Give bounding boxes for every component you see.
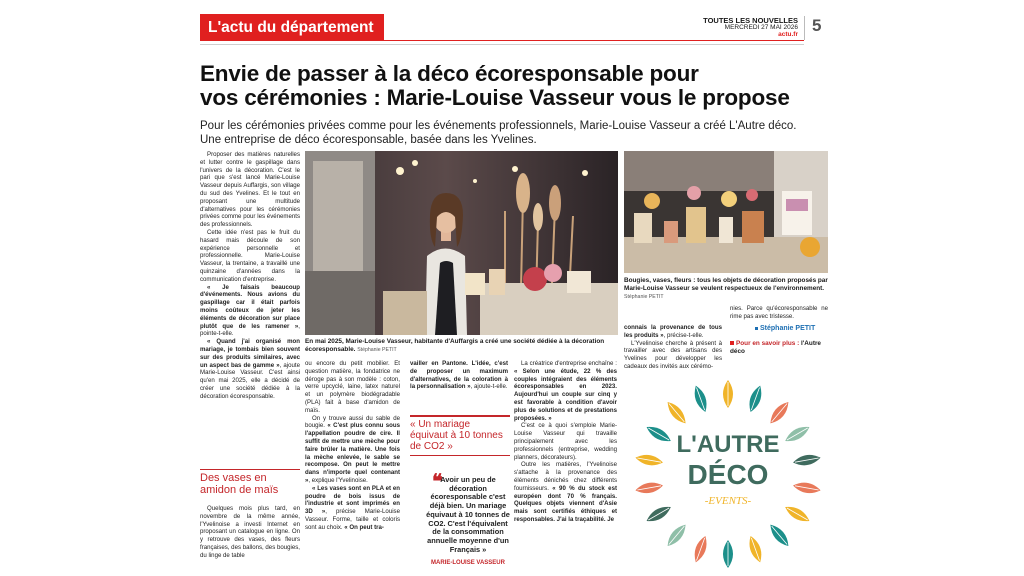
logo-tagline: -EVENTS- xyxy=(704,495,752,507)
photo-decorations-caption xyxy=(624,277,828,301)
paragraph xyxy=(624,324,722,340)
caption-text: En mai 2025, Marie-Louise Vasseur, habitante d'Auffargis a créé une société dédiée à la décoration écoresponsable. xyxy=(305,338,605,353)
more-info xyxy=(730,340,828,356)
newspaper-name: TOUTES LES NOUVELLES xyxy=(703,16,798,25)
paragraph xyxy=(200,338,300,400)
paragraph: L'Yvelinoise cherche à présent à travailler avec des artisans des Yvelines pour développer les cadeaux des invités aux cérémo- xyxy=(624,339,722,370)
quote-mark-icon: ❝ xyxy=(432,471,443,493)
paragraph: Quelques mois plus tard, en novembre de la même année, l'Yvelinoise a investi Internet en proposant un catalogue en ligne. On y retrouve des vases, des fleurs françaises, des ballons, des bougies, du linge de table xyxy=(200,505,300,559)
website-link[interactable]: actu.fr xyxy=(778,31,798,38)
paragraph: ou encore du petit mobilier. Et question matière, la fondatrice ne déroge pas à son modèle : coton, verre upcyclé, laine, latex naturel et un polymère biodégradable (PLA) fait à base d'amidon de maïs. xyxy=(305,360,400,414)
paragraph-text: , ajoute-t-elle. xyxy=(470,383,508,391)
article-column-1 xyxy=(200,151,300,401)
quote-bold: vailler en Pantone. L'idée, c'est de proposer un maximum d'alternatives, de la coloration à la personnalisation » xyxy=(410,360,508,391)
paragraph xyxy=(305,415,400,485)
article-column-3 xyxy=(410,360,508,391)
article-column-6 xyxy=(730,305,828,321)
photo-credit: Stéphanie PETIT xyxy=(624,293,664,300)
photo-decorations xyxy=(624,151,828,273)
photo-founder-caption xyxy=(305,338,618,355)
header-rule xyxy=(200,44,804,45)
author-name: Stéphanie PETIT xyxy=(760,325,816,332)
page-number: 5 xyxy=(812,16,822,35)
quote-bold: « 90 % du stock est européen dont 70 % français. Quelques objets viennent d'Asie mais sont certifiés éthiques et responsables. J'ai la traçabilité. Je xyxy=(514,484,617,523)
standfirst-line-2: Une entreprise de déco écoresponsable, basée dans les Yvelines. xyxy=(200,134,537,146)
subheading: Des vases en amidon de maïs xyxy=(200,469,300,496)
more-info-value: l'Autre déco xyxy=(730,340,821,355)
standfirst xyxy=(200,119,800,147)
pull-quote: « Un mariage équivaut à 10 tonnes de CO2 » xyxy=(410,415,510,456)
bullet-icon xyxy=(755,327,758,330)
quote-bold: « Selon une étude, 22 % des couples intégraient des éléments écoresponsables en 2023. Aujourd'hui un couple sur cinq y est favorable à condition d'avoir plus de solutions et de prestations proposées. » xyxy=(514,367,617,422)
quote-author: MARIE-LOUISE VASSEUR xyxy=(431,560,505,566)
paragraph-text: , explique l'Yvelinoise. xyxy=(308,476,368,484)
article-column-4 xyxy=(514,360,617,524)
section-rubric: L'actu du département xyxy=(200,14,384,41)
logo-line-1: L'AUTRE xyxy=(676,431,780,458)
paragraph: C'est ce à quoi s'emploie Marie-Louise Vasseur qui travaille principalement avec les professionnels (entreprise, wedding planners, décorateurs). xyxy=(514,422,617,461)
caption-text: Bougies, vases, fleurs : tous les objets de décoration proposés par Marie-Louise Vasseur se veulent respectueux de l'environnement. xyxy=(624,277,828,292)
header-red-line xyxy=(384,40,804,41)
quote-bold: connais la provenance de tous les produits » xyxy=(624,324,722,339)
paragraph-text: La créatrice d'entreprise enchaîne : xyxy=(521,360,617,367)
quote-bold: « Je faisais beaucoup d'événements. Nous avions du gaspillage car il était parfois moins coûteux de jeter les éléments de décoration sur place plutôt que de les ramener » xyxy=(200,283,300,330)
article-column-5 xyxy=(624,324,722,371)
article-column-2 xyxy=(305,360,400,532)
paragraph xyxy=(514,360,617,422)
photo-founder xyxy=(305,151,618,335)
author-signature xyxy=(755,325,815,332)
paragraph: Cette idée n'est pas le fruit du hasard mais découle de son expérience personnelle et professionnelle. Marie-Louise Vasseur, la trentaine, a travaillé une quinzaine d'années dans la communication d'entreprise. xyxy=(200,228,300,283)
quote-bold: « C'est plus connu sous l'appellation poudre de cire. Il suffit de mettre une mèche pour faire brûler la matière. Une fois la mèche enlevée, le sable se recompose. On peut le mettre dans n'importe quel contenant » xyxy=(305,422,400,484)
paragraph: nies. Parce qu'écoresponsable ne rime pas avec tristesse. xyxy=(730,305,828,320)
headline xyxy=(200,62,825,110)
issue-date: MERCREDI 27 MAI 2026 xyxy=(724,24,798,31)
photo-founder-illustration xyxy=(305,151,618,335)
quote-bold: « Les vases sont en PLA et en poudre de bois issus de l'industrie et sont imprimés en 3D » xyxy=(305,484,400,516)
paragraph-text: On y trouve aussi du sable de bougie. xyxy=(305,414,400,430)
quote-bold: « Quand j'ai organisé mon mariage, je tombais bien souvent sur des produits similaires, avec un aspect bas de gamme » xyxy=(200,338,300,369)
bullet-icon xyxy=(730,341,734,345)
standfirst-line-1: Pour les cérémonies privées comme pour les événements professionnels, Marie-Louise Vasseur a créé L'Autre déco. xyxy=(200,120,797,132)
paragraph xyxy=(514,461,617,523)
headline-line-1: Envie de passer à la déco écoresponsable pour xyxy=(200,61,699,86)
paragraph-text: , ajoute Marie-Louise Vasseur. C'est ainsi qu'en mai 2025, elle a décidé de créer une société dédiée à la décoration écoresponsable. xyxy=(200,361,300,400)
headline-line-2: vos cérémonies : Marie-Louise Vasseur vous le propose xyxy=(200,85,790,110)
featured-quote: Avoir un peu de décoration écoresponsable c'est déjà bien. Un mariage équivaut à 10 tonnes de CO2. C'est l'équivalent de la consommation annuelle moyenne d'un Français » xyxy=(426,475,510,554)
photo-decorations-illustration xyxy=(624,151,828,273)
paragraph-text: , précise Marie-Louise Vasseur. Forme, taille et coloris sont au choix. xyxy=(305,508,400,531)
paragraph xyxy=(200,284,300,339)
more-info-label: Pour en savoir plus : xyxy=(736,340,800,347)
paragraph xyxy=(410,360,508,391)
page-number-separator xyxy=(804,16,805,40)
logo-line-2: DÉCO xyxy=(687,459,769,490)
paragraph xyxy=(305,485,400,532)
quote-bold: « On peut tra- xyxy=(344,523,384,531)
photo-credit: Stéphanie PETIT xyxy=(357,346,397,353)
paragraph-text: Outre les matières, l'Yvelinoise s'attache à la provenance des éléments dénichés chez différents fournisseurs. xyxy=(514,461,617,492)
lautre-deco-logo xyxy=(628,374,828,574)
paragraph: Proposer des matières naturelles et lutter contre le gaspillage dans l'univers de la décoration. C'est le pari que s'est lancé Marie-Louise Vasseur depuis Auffargis, son village du sud des Yvelines. Et le tout en proposant une multitude d'alternatives pour les cérémonies privées comme pour les événements des professionnels. xyxy=(200,151,300,229)
article-column-1-continued xyxy=(200,505,300,560)
paragraph-text: , précise-t-elle. xyxy=(663,331,704,339)
paragraph-text: , pointe-t-elle. xyxy=(200,322,300,338)
